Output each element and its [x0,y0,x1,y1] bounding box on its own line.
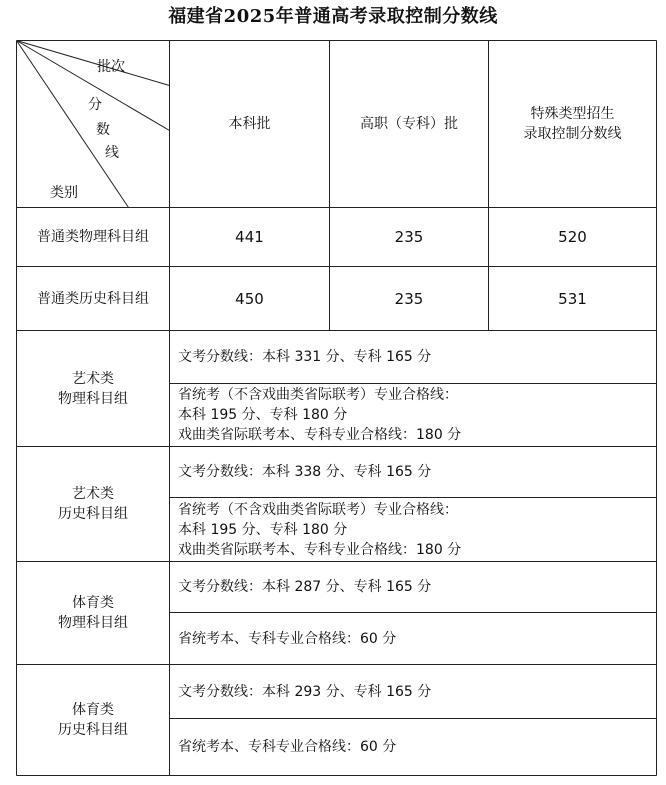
batch-corner-label: 批次 [97,59,125,75]
column-header-special [489,41,656,207]
sports-physics-professional-line: 省统考本、专科专业合格线：60 分 [178,630,397,647]
column-header-vocational: 高职（专科）批 [360,116,458,132]
art-history-category [17,447,169,561]
art-history-professional-line-2: 本科 195 分、专科 180 分 [178,521,348,538]
art-physics-category [17,331,169,446]
general-physics-category: 普通类物理科目组 [37,229,149,245]
art-history-culture-line: 文考分数线：本科 338 分、专科 165 分 [178,464,432,480]
art-physics-culture-line: 文考分数线：本科 331 分、专科 165 分 [178,349,432,365]
page-title: 福建省2025年普通高考录取控制分数线 [168,6,498,27]
art-physics-professional-line-1: 省统考（不含戏曲类省际联考）专业合格线： [178,387,458,403]
art-history-professional-line-3: 戏曲类省际联考本、专科专业合格线：180 分 [178,541,462,558]
column-header-undergraduate: 本科批 [228,116,271,132]
score-char-2: 数 [96,122,110,138]
sports-history-category-line-1: 体育类 [72,702,114,718]
sports-history-professional-line: 省统考本、专科专业合格线：60 分 [178,739,397,755]
general-physics-vocational-score: 235 [394,228,424,246]
score-char-3: 线 [105,145,119,161]
art-physics-professional-line-2: 本科 195 分、专科 180 分 [178,407,348,423]
category-corner-label: 类别 [50,185,78,201]
sports-physics-category-line-1: 体育类 [72,595,114,611]
sports-history-culture-line: 文考分数线：本科 293 分、专科 165 分 [178,683,432,700]
sports-history-category-line-2: 历史科目组 [58,722,128,738]
art-physics-category-line-1: 艺术类 [72,370,114,387]
art-history-category-line-1: 艺术类 [72,486,114,502]
art-physics-professional-lines [170,384,656,446]
general-physics-special-score: 520 [558,228,587,246]
sports-history-category [17,665,169,775]
general-history-special-score: 531 [558,289,587,308]
sports-physics-category [17,562,169,664]
art-history-professional-lines [170,498,656,561]
column-header-special-line-2: 录取控制分数线 [523,126,622,142]
general-history-undergraduate-score: 450 [235,289,264,308]
art-physics-category-line-2: 物理科目组 [58,390,128,407]
general-history-vocational-score: 235 [394,289,424,308]
sports-physics-culture-line: 文考分数线：本科 287 分、专科 165 分 [178,579,432,595]
sports-physics-category-line-2: 物理科目组 [58,615,128,631]
art-physics-professional-line-3: 戏曲类省际联考本、专科专业合格线：180 分 [178,427,462,443]
general-physics-undergraduate-score: 441 [235,228,264,246]
column-header-special-line-1: 特殊类型招生 [530,106,615,122]
corner-diagonal-upper [17,41,170,86]
general-history-category: 普通类历史科目组 [37,290,149,307]
score-char-1: 分 [88,97,102,113]
art-history-category-line-2: 历史科目组 [58,506,128,522]
art-history-professional-line-1: 省统考（不含戏曲类省际联考）专业合格线： [178,501,458,518]
corner-diagonal-middle [17,41,170,131]
